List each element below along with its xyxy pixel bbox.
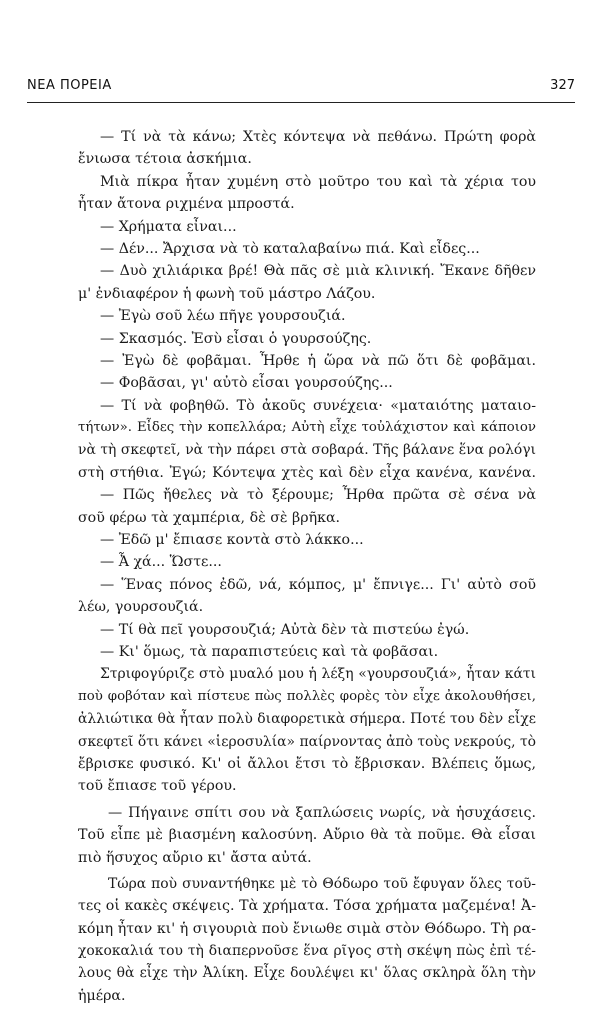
- text-line: — Ἐγὼ σοῦ λέω πῆγε γουρσουζιά.: [100, 308, 346, 325]
- text-line: τες οἱ κακὲς σκέψεις. Τὰ χρήματα. Τόσα χρήματα μαζεμένα! Ἀ-: [78, 898, 536, 915]
- running-title: ΝΕΑ ΠΟΡΕΙΑ: [27, 78, 112, 93]
- text-line: σοῦ φέρω τὰ χαμπέρια, δὲ σὲ βρῆκα.: [78, 509, 341, 526]
- text-line: — Σκασμός. Ἐσὺ εἶσαι ὁ γουρσούζης.: [100, 330, 372, 347]
- text-line: ἔβρισκε φυσικό. Κι' οἱ ἄλλοι ἔτσι τὸ ἔβρισκαν. Βλέπεις ὅμως,: [78, 755, 536, 772]
- text-line: τήτων». Εἶδες τὴν κοπελλάρα; Αὐτὴ εἶχε τοὐλάχιστον καὶ κάποιον: [78, 420, 536, 436]
- text-body: [78, 126, 536, 1007]
- text-line: ἔνιωσα τέτοια ἀσκήμια.: [78, 151, 252, 168]
- text-line: ποὺ φοβόταν καὶ πίστευε πὼς πολλὲς φορὲς τὸν εἶχε ἀκολουθήσει,: [78, 688, 536, 704]
- text-line: νὰ τὴ σκεφτεῖ, νὰ τὴν πάρει στὰ σοβαρά. Τῆς βάλανε ἕνα ρολόγι: [78, 442, 536, 459]
- text-line: χοκοκαλιά του τὴ διαπερνοῦσε ἕνα ρῖγος στὴ σκέψη πὼς ἐπὶ τέ-: [78, 943, 536, 960]
- page-number: 327: [550, 78, 575, 93]
- text-line: — Φοβᾶσαι, γι' αὐτὸ εἶσαι γουρσούζης...: [100, 375, 393, 392]
- text-line: κόμη ἦταν κι' ἡ σιγουριὰ ποὺ ἔνιωθε σιμὰ στὸν Θόδωρο. Τὴ ρα-: [78, 920, 536, 937]
- text-line: τοῦ ἔπιασε τοῦ γέρου.: [78, 778, 237, 795]
- text-line: Τοῦ εἶπε μὲ βιασμένη καλοσύνη. Αὔριο θὰ τὰ ποῦμε. Θὰ εἶσαι: [78, 827, 536, 844]
- page-header: [27, 78, 575, 98]
- text-line: — Τί νὰ τὰ κάνω; Χτὲς κόντεψα νὰ πεθάνω. Πρώτη φορὰ: [100, 129, 536, 145]
- text-line: ἀλλιώτικα θὰ ἦταν πολὺ διαφορετικὰ σήμερα. Ποτέ του δὲν εἶχε: [78, 711, 536, 728]
- text-line: στὴ στήθια. Ἐγώ; Κόντεψα χτὲς καὶ δὲν εἶχα κανένα, κανένα.: [78, 464, 536, 481]
- text-line: λέω, γουρσουζιά.: [78, 599, 204, 616]
- text-line: — Δυὸ χιλιάρικα βρέ! Θὰ πᾶς σὲ μιὰ κλινική. Ἔκανε δῆθεν: [100, 263, 536, 280]
- text-line: ἦταν ἄτονα ριχμένα μπροστά.: [78, 196, 295, 213]
- text-line: — Πῶς ἤθελες νὰ τὸ ξέρουμε; Ἦρθα πρῶτα σὲ σένα νὰ: [100, 487, 536, 504]
- text-line: Στριφογύριζε στὸ μυαλό μου ἡ λέξη «γουρσουζιά», ἦταν κάτι: [100, 666, 536, 683]
- text-line: — Κι' ὅμως, τὰ παραπιστεύεις καὶ τὰ φοβᾶσαι.: [100, 643, 439, 660]
- text-line: μ' ἐνδιαφέρον ἡ φωνὴ τοῦ μάστρο Λάζου.: [78, 285, 376, 302]
- text-line: λους θὰ εἶχε τὴν Ἀλίκη. Εἶχε δουλέψει κι' ὅλας σκληρὰ ὅλη τὴν: [78, 965, 536, 982]
- text-line: — Δέν... Ἄρχισα νὰ τὸ καταλαβαίνω πιά. Καὶ εἶδες...: [100, 240, 480, 257]
- header-rule: [27, 102, 575, 103]
- text-line: σκεφτεῖ ὅτι κάνει «ἱεροσυλία» παίρνοντας ἀπὸ τοὺς νεκρούς, τὸ: [78, 733, 536, 750]
- text-line: — Τί θὰ πεῖ γουρσουζιά; Αὐτὰ δὲν τὰ πιστεύω ἐγώ.: [100, 621, 470, 638]
- text-line: ἡμέρα.: [78, 987, 126, 1004]
- text-line: — Πήγαινε σπίτι σου νὰ ξαπλώσεις νωρίς, νὰ ἡσυχάσεις.: [108, 804, 536, 821]
- text-line: — Τί νὰ φοβηθῶ. Τὸ ἀκοῦς συνέχεια· «ματαιότης ματαιο-: [100, 397, 536, 414]
- text-line: — Ἐδῶ μ' ἔπιασε κοντὰ στὸ λάκκο...: [100, 532, 364, 549]
- text-line: Μιὰ πίκρα ἦταν χυμένη στὸ μοῦτρο του καὶ τὰ χέρια του: [100, 173, 536, 190]
- text-line: Τώρα ποὺ συναντήθηκε μὲ τὸ Θόδωρο τοῦ ἔφυγαν ὅλες τοῦ-: [108, 875, 536, 892]
- text-line: — Ἕνας πόνος ἐδῶ, νά, κόμπος, μ' ἔπνιγε... Γι' αὐτὸ σοῦ: [100, 576, 536, 593]
- text-line: — Ἐγὼ δὲ φοβᾶμαι. Ἦρθε ἡ ὥρα νὰ πῶ ὅτι δὲ φοβᾶμαι.: [100, 352, 536, 369]
- text-line: — Χρήματα εἶναι...: [100, 218, 237, 235]
- text-line: — Ἆ χά... Ὥστε...: [100, 554, 222, 571]
- text-line: πιὸ ἥσυχος αὔριο κι' ἄστα αὐτά.: [78, 849, 312, 866]
